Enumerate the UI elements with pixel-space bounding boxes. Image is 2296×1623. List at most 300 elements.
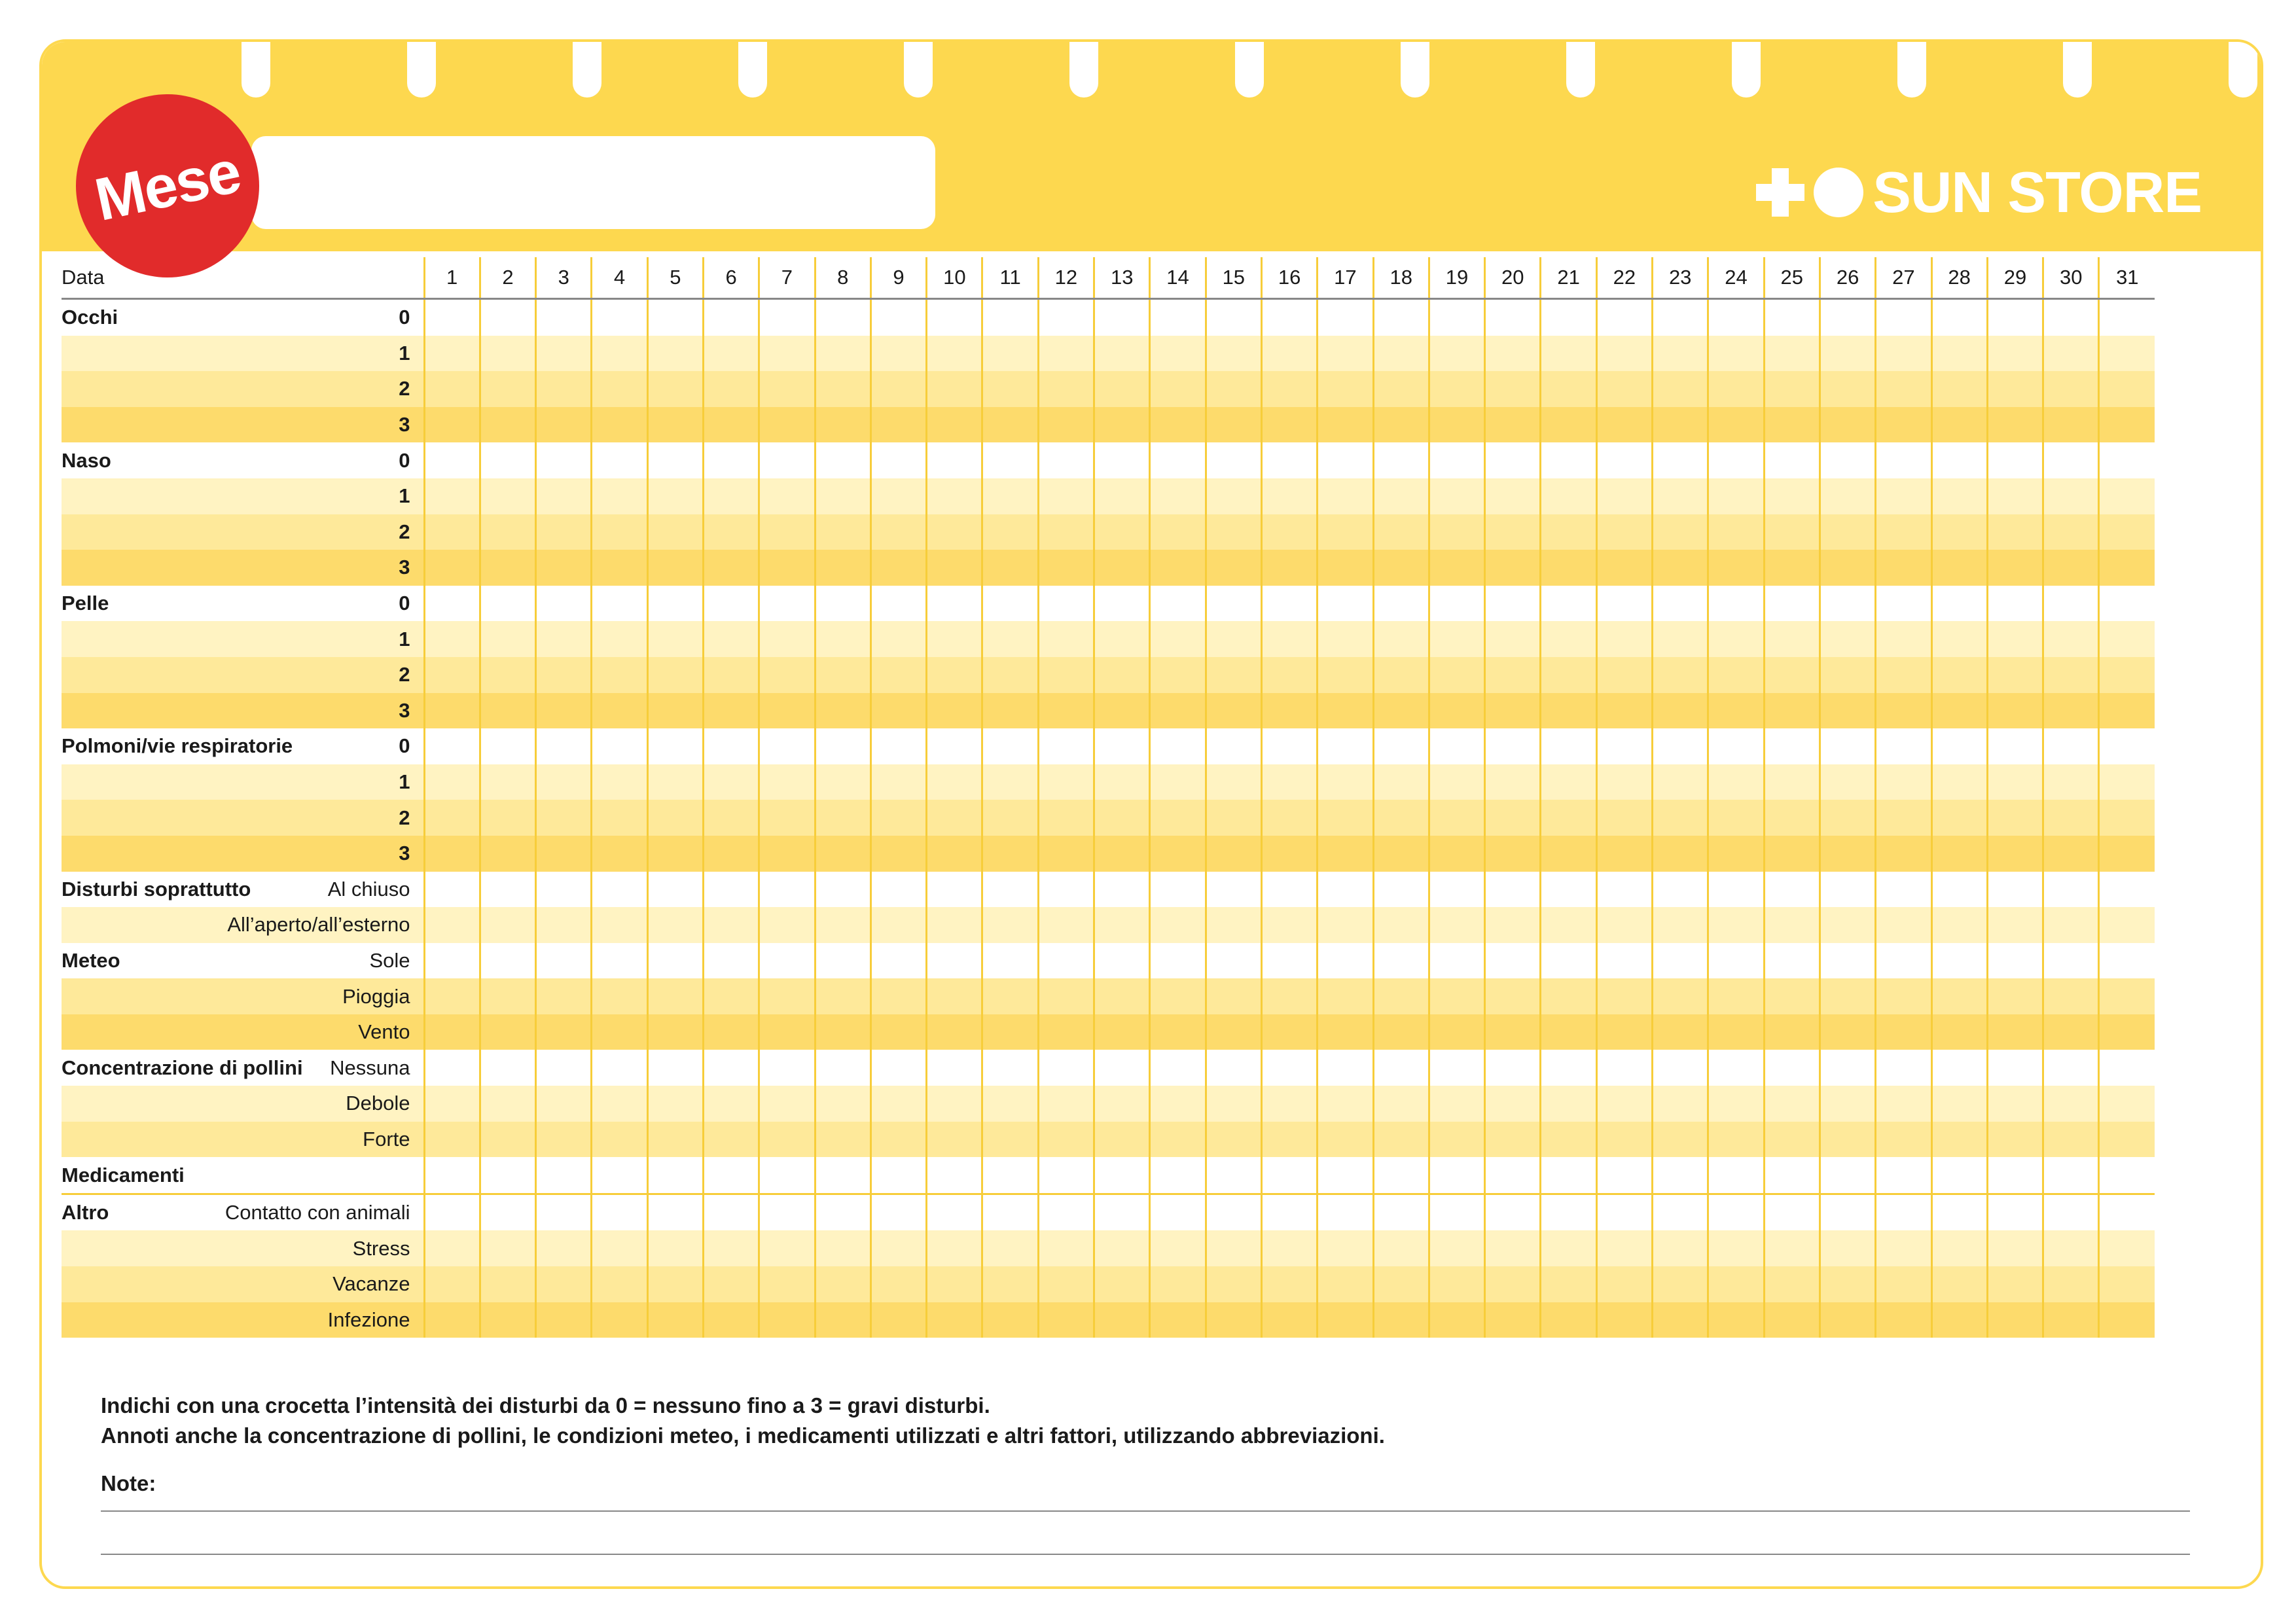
entry-cell[interactable] <box>1764 1157 1820 1194</box>
entry-cell[interactable] <box>982 442 1038 478</box>
entry-cell[interactable] <box>536 442 592 478</box>
entry-cell[interactable] <box>1094 299 1150 336</box>
entry-cell[interactable] <box>1987 299 2043 336</box>
entry-cell[interactable] <box>1150 621 1206 657</box>
entry-cell[interactable] <box>1987 550 2043 586</box>
entry-cell[interactable] <box>759 1302 815 1338</box>
entry-cell[interactable] <box>480 764 535 800</box>
entry-cell[interactable] <box>1318 872 1373 908</box>
entry-cell[interactable] <box>1038 907 1094 943</box>
entry-cell[interactable] <box>1541 907 1596 943</box>
entry-cell[interactable] <box>1485 1157 1541 1194</box>
entry-cell[interactable] <box>1876 907 1931 943</box>
entry-cell[interactable] <box>1764 693 1820 729</box>
entry-cell[interactable] <box>1820 514 1875 550</box>
entry-cell[interactable] <box>1596 1302 1652 1338</box>
entry-cell[interactable] <box>1261 336 1317 372</box>
entry-cell[interactable] <box>2043 371 2099 407</box>
entry-cell[interactable] <box>1038 836 1094 872</box>
entry-cell[interactable] <box>1318 407 1373 443</box>
entry-cell[interactable] <box>480 693 535 729</box>
entry-cell[interactable] <box>1708 478 1764 514</box>
entry-cell[interactable] <box>536 1122 592 1158</box>
entry-cell[interactable] <box>1261 1050 1317 1086</box>
entry-cell[interactable] <box>1541 1157 1596 1194</box>
entry-cell[interactable] <box>2099 586 2155 622</box>
entry-cell[interactable] <box>1206 586 1261 622</box>
entry-cell[interactable] <box>982 407 1038 443</box>
entry-cell[interactable] <box>1653 978 1708 1014</box>
entry-cell[interactable] <box>1820 943 1875 979</box>
entry-cell[interactable] <box>1429 1266 1484 1302</box>
entry-cell[interactable] <box>1764 478 1820 514</box>
entry-cell[interactable] <box>1038 1050 1094 1086</box>
entry-cell[interactable] <box>1596 1122 1652 1158</box>
entry-cell[interactable] <box>870 514 926 550</box>
entry-cell[interactable] <box>2099 978 2155 1014</box>
note-line[interactable] <box>101 1554 2190 1555</box>
entry-cell[interactable] <box>1094 764 1150 800</box>
entry-cell[interactable] <box>1318 1086 1373 1122</box>
entry-cell[interactable] <box>480 407 535 443</box>
entry-cell[interactable] <box>1764 657 1820 693</box>
entry-cell[interactable] <box>647 299 703 336</box>
entry-cell[interactable] <box>1038 371 1094 407</box>
entry-cell[interactable] <box>1261 1086 1317 1122</box>
entry-cell[interactable] <box>536 514 592 550</box>
entry-cell[interactable] <box>1261 1194 1317 1230</box>
entry-cell[interactable] <box>1373 514 1429 550</box>
entry-cell[interactable] <box>1318 550 1373 586</box>
entry-cell[interactable] <box>592 836 647 872</box>
entry-cell[interactable] <box>1318 693 1373 729</box>
entry-cell[interactable] <box>2099 621 2155 657</box>
entry-cell[interactable] <box>2099 299 2155 336</box>
entry-cell[interactable] <box>1318 621 1373 657</box>
entry-cell[interactable] <box>1150 693 1206 729</box>
entry-cell[interactable] <box>536 1086 592 1122</box>
entry-cell[interactable] <box>1150 1122 1206 1158</box>
entry-cell[interactable] <box>647 1122 703 1158</box>
entry-cell[interactable] <box>1987 943 2043 979</box>
entry-cell[interactable] <box>1541 621 1596 657</box>
entry-cell[interactable] <box>1653 336 1708 372</box>
entry-cell[interactable] <box>1931 1122 1987 1158</box>
entry-cell[interactable] <box>1931 1157 1987 1194</box>
entry-cell[interactable] <box>480 728 535 764</box>
entry-cell[interactable] <box>1150 978 1206 1014</box>
entry-cell[interactable] <box>1596 657 1652 693</box>
entry-cell[interactable] <box>1150 550 1206 586</box>
entry-cell[interactable] <box>1261 407 1317 443</box>
entry-cell[interactable] <box>982 1157 1038 1194</box>
entry-cell[interactable] <box>647 407 703 443</box>
entry-cell[interactable] <box>1261 514 1317 550</box>
entry-cell[interactable] <box>1429 621 1484 657</box>
entry-cell[interactable] <box>1708 800 1764 836</box>
entry-cell[interactable] <box>2099 1086 2155 1122</box>
entry-cell[interactable] <box>1261 1230 1317 1266</box>
entry-cell[interactable] <box>815 407 870 443</box>
entry-cell[interactable] <box>1318 514 1373 550</box>
entry-cell[interactable] <box>1261 657 1317 693</box>
entry-cell[interactable] <box>927 872 982 908</box>
entry-cell[interactable] <box>592 299 647 336</box>
entry-cell[interactable] <box>1094 336 1150 372</box>
entry-cell[interactable] <box>982 657 1038 693</box>
entry-cell[interactable] <box>927 336 982 372</box>
entry-cell[interactable] <box>815 299 870 336</box>
entry-cell[interactable] <box>1150 943 1206 979</box>
entry-cell[interactable] <box>1373 1194 1429 1230</box>
entry-cell[interactable] <box>1485 1302 1541 1338</box>
entry-cell[interactable] <box>703 1266 759 1302</box>
entry-cell[interactable] <box>982 1050 1038 1086</box>
entry-cell[interactable] <box>1708 907 1764 943</box>
entry-cell[interactable] <box>1987 907 2043 943</box>
entry-cell[interactable] <box>759 657 815 693</box>
entry-cell[interactable] <box>1820 299 1875 336</box>
entry-cell[interactable] <box>1987 1014 2043 1050</box>
entry-cell[interactable] <box>1318 657 1373 693</box>
entry-cell[interactable] <box>1596 800 1652 836</box>
entry-cell[interactable] <box>536 1050 592 1086</box>
entry-cell[interactable] <box>927 1086 982 1122</box>
entry-cell[interactable] <box>1987 764 2043 800</box>
entry-cell[interactable] <box>480 1122 535 1158</box>
entry-cell[interactable] <box>1987 336 2043 372</box>
entry-cell[interactable] <box>815 336 870 372</box>
entry-cell[interactable] <box>1094 550 1150 586</box>
entry-cell[interactable] <box>2099 1157 2155 1194</box>
entry-cell[interactable] <box>1206 1266 1261 1302</box>
entry-cell[interactable] <box>1931 442 1987 478</box>
entry-cell[interactable] <box>1206 943 1261 979</box>
entry-cell[interactable] <box>1429 1194 1484 1230</box>
entry-cell[interactable] <box>2043 407 2099 443</box>
entry-cell[interactable] <box>1541 514 1596 550</box>
entry-cell[interactable] <box>1764 1194 1820 1230</box>
entry-cell[interactable] <box>1318 1157 1373 1194</box>
entry-cell[interactable] <box>647 1157 703 1194</box>
entry-cell[interactable] <box>1373 1122 1429 1158</box>
entry-cell[interactable] <box>1150 1157 1206 1194</box>
entry-cell[interactable] <box>759 371 815 407</box>
entry-cell[interactable] <box>927 442 982 478</box>
entry-cell[interactable] <box>1094 1266 1150 1302</box>
entry-cell[interactable] <box>815 872 870 908</box>
entry-cell[interactable] <box>592 943 647 979</box>
entry-cell[interactable] <box>1206 1086 1261 1122</box>
entry-cell[interactable] <box>1429 586 1484 622</box>
entry-cell[interactable] <box>1261 586 1317 622</box>
entry-cell[interactable] <box>1318 1014 1373 1050</box>
entry-cell[interactable] <box>1653 1050 1708 1086</box>
entry-cell[interactable] <box>1206 836 1261 872</box>
entry-cell[interactable] <box>927 836 982 872</box>
entry-cell[interactable] <box>1653 1194 1708 1230</box>
entry-cell[interactable] <box>927 800 982 836</box>
entry-cell[interactable] <box>1485 586 1541 622</box>
entry-cell[interactable] <box>1876 872 1931 908</box>
entry-cell[interactable] <box>2043 550 2099 586</box>
entry-cell[interactable] <box>1541 371 1596 407</box>
entry-cell[interactable] <box>1038 1302 1094 1338</box>
entry-cell[interactable] <box>1206 550 1261 586</box>
entry-cell[interactable] <box>592 1122 647 1158</box>
entry-cell[interactable] <box>1373 1050 1429 1086</box>
entry-cell[interactable] <box>1987 514 2043 550</box>
entry-cell[interactable] <box>982 550 1038 586</box>
entry-cell[interactable] <box>1429 1086 1484 1122</box>
entry-cell[interactable] <box>1261 1266 1317 1302</box>
entry-cell[interactable] <box>1708 1230 1764 1266</box>
entry-cell[interactable] <box>703 1302 759 1338</box>
entry-cell[interactable] <box>1596 1086 1652 1122</box>
entry-cell[interactable] <box>1764 872 1820 908</box>
entry-cell[interactable] <box>1373 978 1429 1014</box>
entry-cell[interactable] <box>703 1050 759 1086</box>
entry-cell[interactable] <box>759 442 815 478</box>
entry-cell[interactable] <box>1373 299 1429 336</box>
entry-cell[interactable] <box>1764 299 1820 336</box>
entry-cell[interactable] <box>1820 657 1875 693</box>
entry-cell[interactable] <box>759 1194 815 1230</box>
entry-cell[interactable] <box>1318 907 1373 943</box>
entry-cell[interactable] <box>1038 621 1094 657</box>
entry-cell[interactable] <box>870 1122 926 1158</box>
entry-cell[interactable] <box>2043 514 2099 550</box>
entry-cell[interactable] <box>1038 407 1094 443</box>
entry-cell[interactable] <box>1261 550 1317 586</box>
entry-cell[interactable] <box>1541 1086 1596 1122</box>
entry-cell[interactable] <box>759 478 815 514</box>
entry-cell[interactable] <box>1653 1230 1708 1266</box>
entry-cell[interactable] <box>815 728 870 764</box>
entry-cell[interactable] <box>1373 621 1429 657</box>
entry-cell[interactable] <box>1876 586 1931 622</box>
entry-cell[interactable] <box>1150 299 1206 336</box>
entry-cell[interactable] <box>536 907 592 943</box>
entry-cell[interactable] <box>870 872 926 908</box>
entry-cell[interactable] <box>2043 336 2099 372</box>
entry-cell[interactable] <box>1987 1157 2043 1194</box>
entry-cell[interactable] <box>1764 728 1820 764</box>
entry-cell[interactable] <box>1876 693 1931 729</box>
entry-cell[interactable] <box>1931 836 1987 872</box>
entry-cell[interactable] <box>1373 1230 1429 1266</box>
entry-cell[interactable] <box>1206 299 1261 336</box>
entry-cell[interactable] <box>1150 800 1206 836</box>
entry-cell[interactable] <box>1820 800 1875 836</box>
entry-cell[interactable] <box>1820 1194 1875 1230</box>
entry-cell[interactable] <box>424 299 480 336</box>
entry-cell[interactable] <box>1150 407 1206 443</box>
entry-cell[interactable] <box>424 1122 480 1158</box>
entry-cell[interactable] <box>1708 836 1764 872</box>
entry-cell[interactable] <box>1764 1050 1820 1086</box>
entry-cell[interactable] <box>1429 764 1484 800</box>
entry-cell[interactable] <box>1987 442 2043 478</box>
entry-cell[interactable] <box>1485 836 1541 872</box>
entry-cell[interactable] <box>815 478 870 514</box>
entry-cell[interactable] <box>982 1194 1038 1230</box>
entry-cell[interactable] <box>1708 371 1764 407</box>
entry-cell[interactable] <box>1764 836 1820 872</box>
entry-cell[interactable] <box>982 621 1038 657</box>
entry-cell[interactable] <box>703 1086 759 1122</box>
entry-cell[interactable] <box>1373 907 1429 943</box>
entry-cell[interactable] <box>2099 728 2155 764</box>
entry-cell[interactable] <box>1820 1122 1875 1158</box>
entry-cell[interactable] <box>1708 1157 1764 1194</box>
entry-cell[interactable] <box>592 1157 647 1194</box>
entry-cell[interactable] <box>759 764 815 800</box>
entry-cell[interactable] <box>759 1230 815 1266</box>
entry-cell[interactable] <box>870 371 926 407</box>
entry-cell[interactable] <box>703 836 759 872</box>
entry-cell[interactable] <box>1876 550 1931 586</box>
entry-cell[interactable] <box>759 336 815 372</box>
entry-cell[interactable] <box>536 299 592 336</box>
entry-cell[interactable] <box>927 407 982 443</box>
entry-cell[interactable] <box>647 514 703 550</box>
entry-cell[interactable] <box>1485 1050 1541 1086</box>
month-input-field[interactable] <box>251 136 935 229</box>
entry-cell[interactable] <box>1206 728 1261 764</box>
entry-cell[interactable] <box>927 728 982 764</box>
entry-cell[interactable] <box>1820 586 1875 622</box>
entry-cell[interactable] <box>703 621 759 657</box>
entry-cell[interactable] <box>1987 836 2043 872</box>
entry-cell[interactable] <box>1987 1086 2043 1122</box>
entry-cell[interactable] <box>1541 764 1596 800</box>
entry-cell[interactable] <box>536 336 592 372</box>
entry-cell[interactable] <box>1876 407 1931 443</box>
entry-cell[interactable] <box>1318 978 1373 1014</box>
entry-cell[interactable] <box>759 1050 815 1086</box>
entry-cell[interactable] <box>1373 407 1429 443</box>
entry-cell[interactable] <box>536 657 592 693</box>
entry-cell[interactable] <box>1261 764 1317 800</box>
entry-cell[interactable] <box>424 1086 480 1122</box>
entry-cell[interactable] <box>703 943 759 979</box>
entry-cell[interactable] <box>759 550 815 586</box>
entry-cell[interactable] <box>647 728 703 764</box>
entry-cell[interactable] <box>927 907 982 943</box>
entry-cell[interactable] <box>1373 872 1429 908</box>
entry-cell[interactable] <box>1150 442 1206 478</box>
entry-cell[interactable] <box>1596 621 1652 657</box>
entry-cell[interactable] <box>536 586 592 622</box>
entry-cell[interactable] <box>1373 336 1429 372</box>
entry-cell[interactable] <box>1541 407 1596 443</box>
entry-cell[interactable] <box>1764 586 1820 622</box>
entry-cell[interactable] <box>1987 586 2043 622</box>
entry-cell[interactable] <box>1150 371 1206 407</box>
entry-cell[interactable] <box>1038 1230 1094 1266</box>
entry-cell[interactable] <box>2099 836 2155 872</box>
entry-cell[interactable] <box>592 907 647 943</box>
entry-cell[interactable] <box>1485 1086 1541 1122</box>
entry-cell[interactable] <box>815 371 870 407</box>
entry-cell[interactable] <box>1261 943 1317 979</box>
entry-cell[interactable] <box>1094 657 1150 693</box>
entry-cell[interactable] <box>1261 907 1317 943</box>
entry-cell[interactable] <box>1206 1194 1261 1230</box>
entry-cell[interactable] <box>1653 907 1708 943</box>
entry-cell[interactable] <box>1485 1122 1541 1158</box>
entry-cell[interactable] <box>1038 1014 1094 1050</box>
entry-cell[interactable] <box>647 978 703 1014</box>
entry-cell[interactable] <box>1596 836 1652 872</box>
entry-cell[interactable] <box>536 371 592 407</box>
entry-cell[interactable] <box>1485 943 1541 979</box>
entry-cell[interactable] <box>703 299 759 336</box>
entry-cell[interactable] <box>2099 514 2155 550</box>
entry-cell[interactable] <box>1596 764 1652 800</box>
entry-cell[interactable] <box>870 1302 926 1338</box>
entry-cell[interactable] <box>2043 836 2099 872</box>
entry-cell[interactable] <box>536 1302 592 1338</box>
entry-cell[interactable] <box>1429 1122 1484 1158</box>
entry-cell[interactable] <box>1541 1230 1596 1266</box>
entry-cell[interactable] <box>536 621 592 657</box>
entry-cell[interactable] <box>2043 1014 2099 1050</box>
entry-cell[interactable] <box>1876 657 1931 693</box>
entry-cell[interactable] <box>759 407 815 443</box>
entry-cell[interactable] <box>1094 1230 1150 1266</box>
entry-cell[interactable] <box>647 336 703 372</box>
entry-cell[interactable] <box>1596 872 1652 908</box>
entry-cell[interactable] <box>815 800 870 836</box>
entry-cell[interactable] <box>2099 943 2155 979</box>
entry-cell[interactable] <box>1653 1266 1708 1302</box>
entry-cell[interactable] <box>647 1266 703 1302</box>
entry-cell[interactable] <box>1094 478 1150 514</box>
entry-cell[interactable] <box>1429 1014 1484 1050</box>
entry-cell[interactable] <box>759 978 815 1014</box>
entry-cell[interactable] <box>1373 1266 1429 1302</box>
entry-cell[interactable] <box>1318 1266 1373 1302</box>
entry-cell[interactable] <box>424 514 480 550</box>
entry-cell[interactable] <box>1708 764 1764 800</box>
entry-cell[interactable] <box>1206 1230 1261 1266</box>
entry-cell[interactable] <box>1596 1014 1652 1050</box>
entry-cell[interactable] <box>870 1157 926 1194</box>
entry-cell[interactable] <box>759 836 815 872</box>
entry-cell[interactable] <box>1764 442 1820 478</box>
entry-cell[interactable] <box>424 872 480 908</box>
entry-cell[interactable] <box>1876 1122 1931 1158</box>
entry-cell[interactable] <box>1429 371 1484 407</box>
entry-cell[interactable] <box>2099 442 2155 478</box>
entry-cell[interactable] <box>1820 693 1875 729</box>
entry-cell[interactable] <box>1094 1194 1150 1230</box>
entry-cell[interactable] <box>1876 336 1931 372</box>
entry-cell[interactable] <box>647 442 703 478</box>
entry-cell[interactable] <box>1541 657 1596 693</box>
entry-cell[interactable] <box>1150 1014 1206 1050</box>
entry-cell[interactable] <box>1764 800 1820 836</box>
entry-cell[interactable] <box>1094 693 1150 729</box>
entry-cell[interactable] <box>1876 1086 1931 1122</box>
entry-cell[interactable] <box>1261 442 1317 478</box>
entry-cell[interactable] <box>815 657 870 693</box>
entry-cell[interactable] <box>1820 442 1875 478</box>
entry-cell[interactable] <box>1876 764 1931 800</box>
entry-cell[interactable] <box>759 586 815 622</box>
